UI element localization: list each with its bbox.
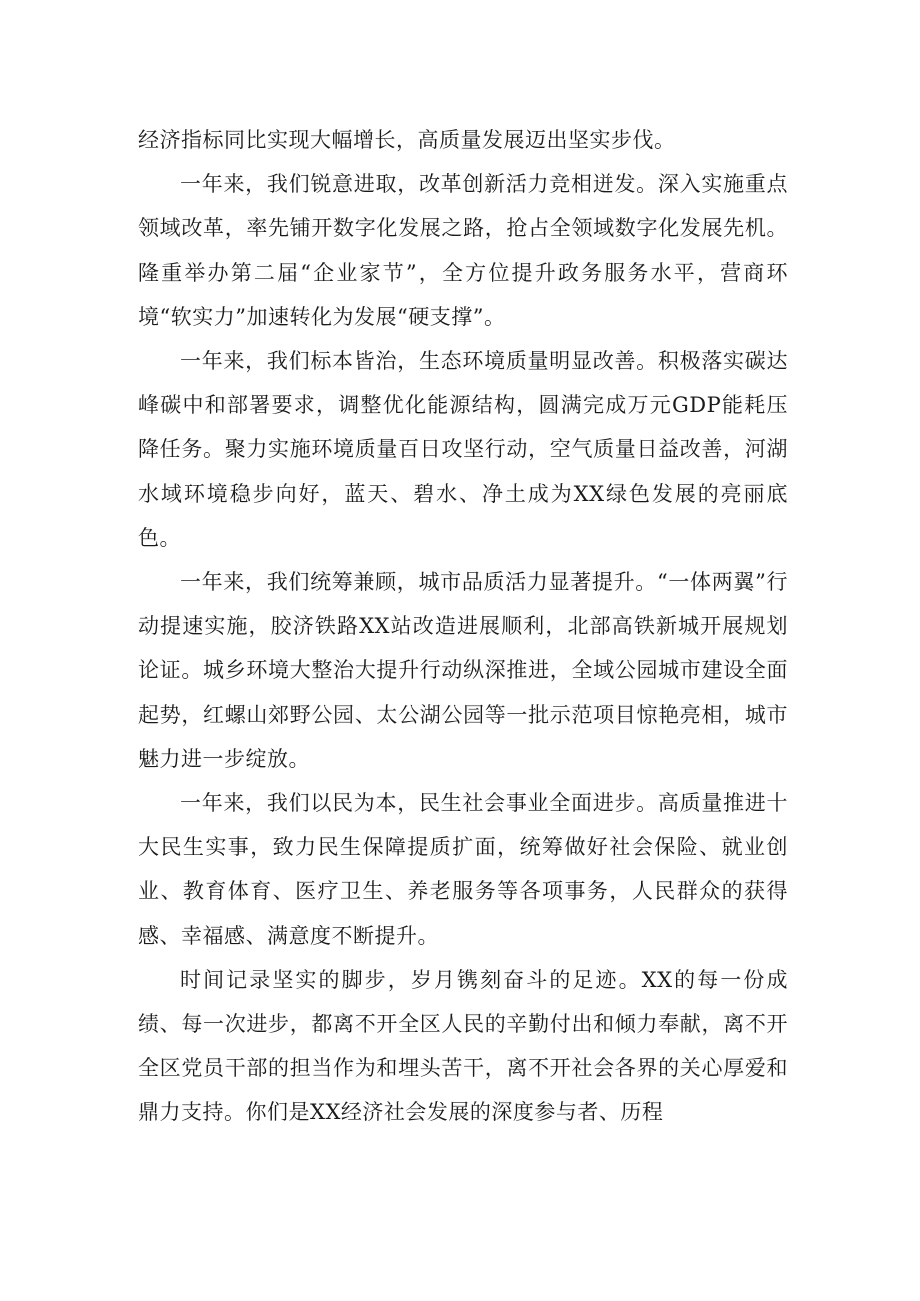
paragraph-city: 一年来，我们统筹兼顾，城市品质活力显著提升。“一体两翼”行动提速实施，胶济铁路XX站改造进展顺利，北部高铁新城开展规划论证。城乡环境大整治大提升行动纵深推进，全域公园城市建设全面起势，红螺山郊野公园、太公湖公园等一批示范项目惊艳亮相，城市魅力进一步绽放。 [138,570,788,771]
paragraph-livelihood: 一年来，我们以民为本，民生社会事业全面进步。高质量推进十大民生实事，致力民生保障提质扩面，统筹做好社会保险、就业创业、教育体育、医疗卫生、养老服务等各项事务，人民群众的获得感、幸福感、满意度不断提升。 [138,791,788,948]
paragraph-reform: 一年来，我们锐意进取，改革创新活力竞相迸发。深入实施重点领域改革，率先铺开数字化发展之路，抢占全领域数字化发展先机。隆重举办第二届“企业家节”，全方位提升政务服务水平，营商环境“软实力”加速转化为发展“硬支撑”。 [138,172,788,329]
paragraph-continued: 经济指标同比实现大幅增长，高质量发展迈出坚实步伐。 [138,128,676,152]
document-body [138,118,788,1135]
paragraph-gratitude: 时间记录坚实的脚步，岁月镌刻奋斗的足迹。XX的每一份成绩、每一次进步，都离不开全区人民的辛勤付出和倾力奉献，离不开全区党员干部的担当作为和埋头苦干，离不开社会各界的关心厚爱和鼎力支持。你们是XX经济社会发展的深度参与者、历程 [138,967,788,1125]
paragraph-ecology: 一年来，我们标本皆治，生态环境质量明显改善。积极落实碳达峰碳中和部署要求，调整优化能源结构，圆满完成万元GDP能耗压降任务。聚力实施环境质量百日攻坚行动，空气质量日益改善，河湖水域环境稳步向好，蓝天、碧水、净土成为XX绿色发展的亮丽底色。 [138,349,788,550]
